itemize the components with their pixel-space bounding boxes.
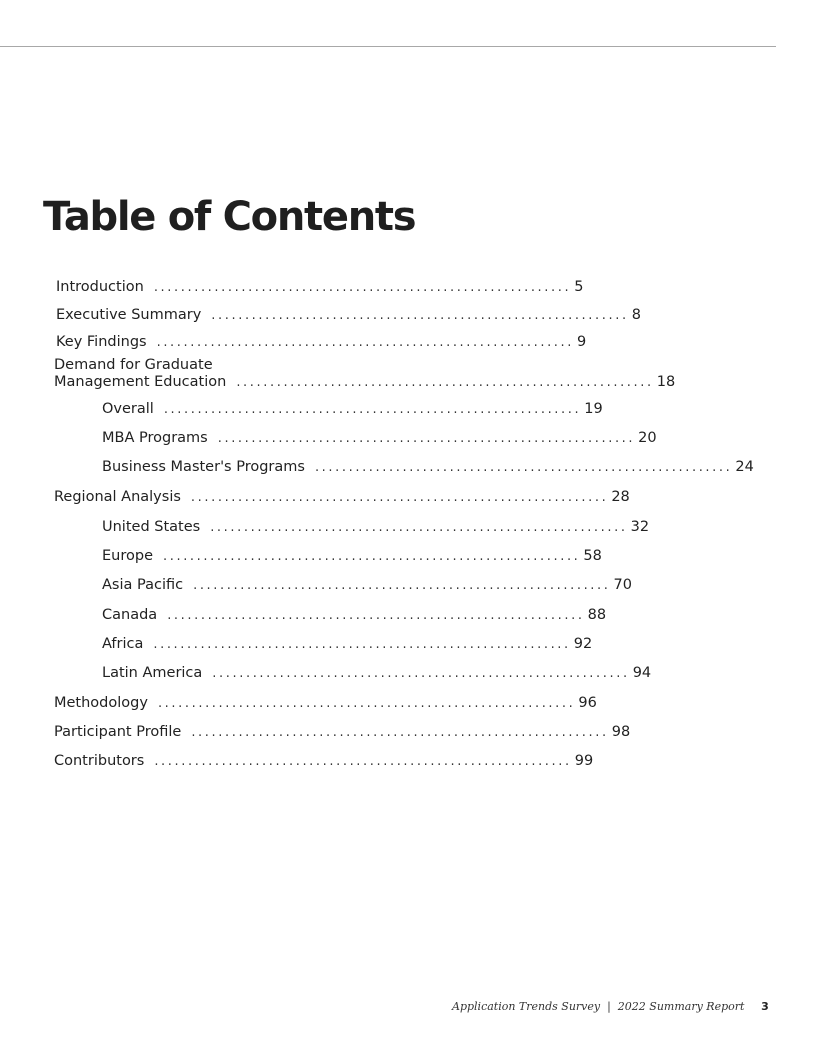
toc-page-number: 20 — [638, 430, 657, 446]
toc-dot-leader: .............................................................. — [190, 490, 609, 505]
toc-entry-regional-analysis[interactable] — [54, 489, 630, 506]
toc-entry-label: Introduction — [56, 279, 144, 295]
toc-page-number: 92 — [573, 636, 593, 652]
toc-entry-key-findings[interactable] — [56, 334, 587, 351]
toc-page-number: 70 — [613, 577, 632, 593]
toc-entry-contributors[interactable] — [54, 753, 594, 770]
toc-page-number: 28 — [611, 489, 630, 505]
toc-dot-leader: .............................................................. — [210, 520, 628, 535]
toc-entry-united-states[interactable] — [102, 519, 650, 536]
toc-entry-label: MBA Programs — [102, 430, 208, 446]
toc-entry-label: Overall — [102, 401, 154, 417]
toc-entry-participant-profile[interactable] — [54, 724, 631, 741]
toc-dot-leader: .............................................................. — [154, 754, 572, 769]
toc-entry-label: Africa — [102, 636, 144, 652]
toc-entry-europe[interactable] — [102, 548, 602, 565]
toc-entry-demand-for-graduate-management-education[interactable] — [54, 357, 676, 391]
toc-page-number: 19 — [584, 401, 603, 417]
toc-dot-leader: .............................................................. — [236, 375, 654, 390]
toc-entry-label: Europe — [102, 548, 153, 564]
toc-page-number: 8 — [631, 307, 641, 323]
toc-dot-leader: .............................................................. — [153, 280, 572, 295]
toc-entry-label: Regional Analysis — [54, 489, 181, 505]
toc-entry-label: Methodology — [54, 695, 148, 711]
toc-dot-leader: .............................................................. — [191, 725, 609, 740]
toc-entry-label: Business Master's Programs — [102, 459, 305, 475]
toc-entry-canada[interactable] — [102, 607, 607, 624]
toc-dot-leader: .............................................................. — [314, 460, 733, 475]
page-title: Table of Contents — [43, 194, 416, 240]
toc-dot-leader: .............................................................. — [153, 637, 571, 652]
toc-entry-latin-america[interactable] — [102, 665, 652, 682]
toc-entry-introduction[interactable] — [56, 279, 584, 296]
toc-page-number: 88 — [587, 607, 607, 623]
toc-page-number: 9 — [577, 334, 587, 350]
toc-entry-mba-programs[interactable] — [102, 430, 657, 447]
toc-entry-executive-summary[interactable] — [56, 307, 641, 324]
toc-dot-leader: .............................................................. — [193, 578, 611, 593]
toc-entry-asia-pacific[interactable] — [102, 577, 632, 594]
toc-page-number: 99 — [574, 753, 594, 769]
toc-entry-label: Executive Summary — [56, 307, 202, 323]
toc-entry-label: Canada — [102, 607, 158, 623]
header-divider — [0, 46, 776, 47]
toc-entry-africa[interactable] — [102, 636, 593, 653]
footer-report-title: Application Trends Survey | 2022 Summary Report — [452, 1000, 745, 1013]
toc-page-number: 18 — [656, 374, 676, 390]
toc-page-number: 24 — [735, 459, 754, 475]
toc-entry-label: Contributors — [54, 753, 145, 769]
toc-page-number: 32 — [630, 519, 650, 535]
toc-entry-label: Key Findings — [56, 334, 147, 350]
toc-page-number: 94 — [632, 665, 652, 681]
toc-entry-label: United States — [102, 519, 201, 535]
toc-entry-overall[interactable] — [102, 401, 603, 418]
toc-dot-leader: .............................................................. — [167, 608, 585, 623]
toc-entry-methodology[interactable] — [54, 695, 597, 712]
footer-page-number: 3 — [761, 1000, 769, 1013]
toc-page-number: 96 — [578, 695, 597, 711]
toc-page-number: 58 — [583, 548, 602, 564]
toc-entry-label: Demand for Graduate Management Education — [54, 357, 227, 390]
toc-entry-label: Asia Pacific — [102, 577, 184, 593]
toc-dot-leader: .............................................................. — [156, 335, 574, 350]
toc-page-number: 98 — [611, 724, 631, 740]
toc-dot-leader: .............................................................. — [163, 549, 581, 564]
toc-dot-leader: .............................................................. — [212, 666, 630, 681]
toc-dot-leader: .............................................................. — [217, 431, 636, 446]
toc-page-number: 5 — [574, 279, 584, 295]
toc-dot-leader: .............................................................. — [157, 696, 576, 711]
toc-entry-label: Latin America — [102, 665, 203, 681]
toc-dot-leader: .............................................................. — [163, 402, 582, 417]
toc-dot-leader: .............................................................. — [211, 308, 629, 323]
toc-entry-label: Participant Profile — [54, 724, 182, 740]
toc-entry-business-masters-programs[interactable] — [102, 459, 754, 476]
